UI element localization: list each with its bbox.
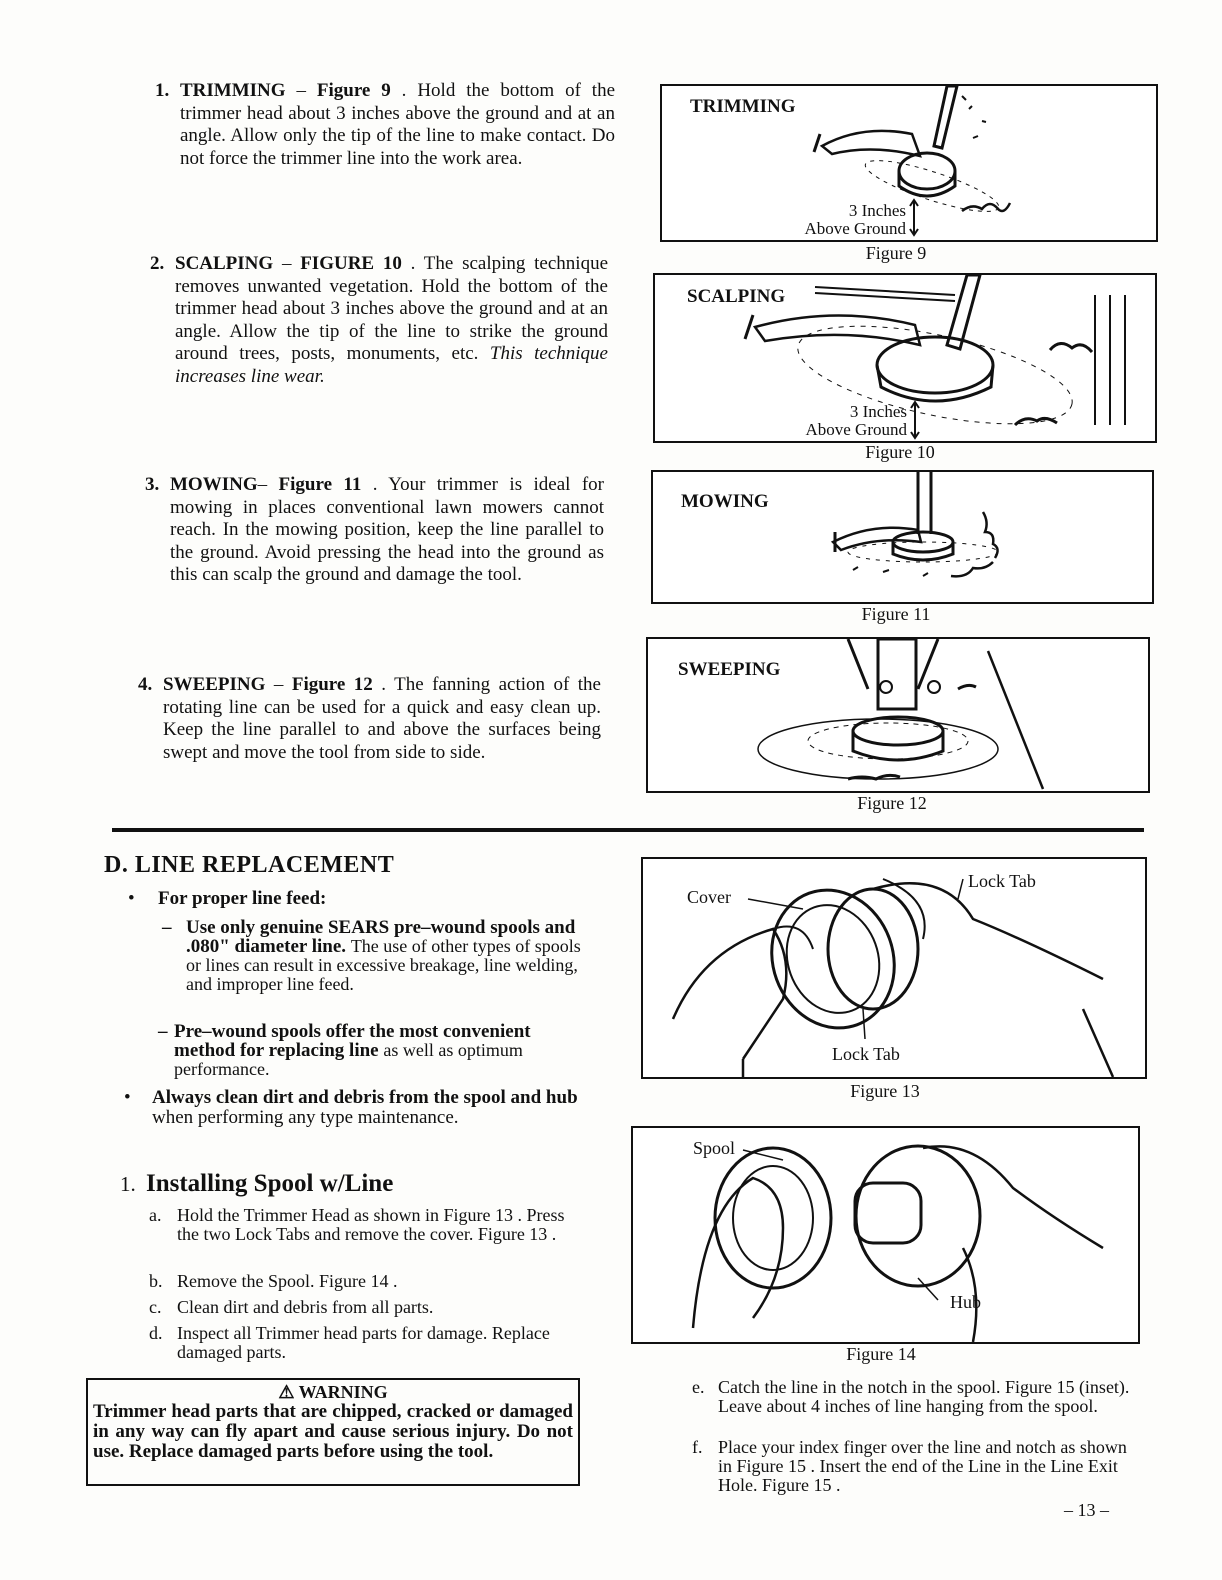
figure-label: SWEEPING [678, 659, 781, 680]
dash-icon: – [162, 917, 172, 938]
spool-and-hub-illustration [633, 1128, 1138, 1342]
step-title: SCALPING [175, 253, 274, 274]
label-cover: Cover [687, 887, 731, 907]
callout-height: 3 Inches Above Ground [804, 201, 906, 238]
label-hub: Hub [950, 1292, 981, 1312]
up-down-arrow-icon [662, 86, 1156, 240]
install-step-e: e. Catch the line in the notch in the spool. Figure 15 (inset). Leave about 4 inches of line hanging from the spool. [692, 1377, 1130, 1416]
step-figure-ref: Figure 12 [291, 674, 373, 695]
dash-prewound-spools: – Pre–wound spools offer the most convenient method for replacing line as well as optimum performance. [158, 1021, 531, 1079]
figure-13-caption: Figure 13 [850, 1081, 920, 1101]
up-down-arrow-icon [655, 275, 1155, 441]
figure-label: TRIMMING [690, 96, 796, 117]
figure-10-caption: Figure 10 [865, 442, 935, 462]
install-step-c: c. Clean dirt and debris from all parts. [149, 1297, 434, 1317]
figure-label: SCALPING [687, 286, 786, 307]
section-divider [112, 828, 1144, 832]
bullet-line-feed: • For proper line feed: [128, 888, 327, 909]
bullet-clean-spool: • Always clean dirt and debris from the spool and hub when performing any type maintenance. [124, 1087, 578, 1128]
figure-12-caption: Figure 12 [857, 793, 927, 813]
figure-11-illustration [651, 470, 1154, 604]
figure-13-illustration [641, 857, 1147, 1079]
step-number: 4. [138, 674, 153, 695]
step-figure-ref: FIGURE 10 [300, 253, 402, 274]
install-step-d: d. Inspect all Trimmer head parts for damage. Replace damaged parts. [149, 1323, 550, 1362]
bullet-icon: • [124, 1087, 131, 1108]
figure-11-caption: Figure 11 [861, 604, 931, 624]
warning-box [86, 1378, 580, 1486]
callout-height: 3 Inches Above Ground [805, 402, 907, 439]
install-step-f: f. Place your index finger over the line and notch as shown in Figure 15 . Insert the end of the Line in the Line Exit Hole. Figure 15 . [692, 1437, 1127, 1495]
figure-12-illustration [646, 637, 1150, 793]
step-text: The scalping technique removes unwanted vegetation. Hold the bottom of the trimmer head about 3 inches above the ground and at an angle. Allow the tip of the line to strike the ground around trees, posts, monuments, etc. [175, 253, 608, 364]
label-lock-tab-top: Lock Tab [968, 871, 1036, 891]
install-step-b: b. Remove the Spool. Figure 14 . [149, 1271, 398, 1291]
figure-10-illustration [653, 273, 1157, 443]
step-trimming: 1. TRIMMING – Figure 9 . Hold the bottom of the trimmer head about 3 inches above the ground and at an angle. Allow only the tip of the line to make contact. Do not force the trimmer line into the work area. [155, 80, 616, 169]
step-text: The fanning action of the rotating line can be used for a quick and easy clean up. Keep the line parallel to and above the surfaces being swept and move the tool from side to side. [163, 674, 601, 763]
warning-title: ⚠ WARNING [278, 1382, 388, 1402]
subsection-heading: 1. Installing Spool w/Line [120, 1170, 394, 1197]
figure-label: MOWING [681, 491, 769, 512]
section-heading: D. LINE REPLACEMENT [104, 852, 395, 878]
step-italic-note: This technique increases line wear. [175, 343, 608, 387]
figure-9-caption: Figure 9 [865, 243, 927, 263]
step-title: SWEEPING [163, 674, 266, 695]
figure-14-caption: Figure 14 [846, 1344, 916, 1364]
label-spool: Spool [693, 1138, 736, 1158]
step-figure-ref: Figure 11 [278, 474, 362, 495]
step-number: 3. [145, 474, 160, 495]
step-title: TRIMMING [180, 80, 286, 101]
step-text: Your trimmer is ideal for mowing in places conventional lawn mowers cannot reach. In the mowing position, keep the line parallel to the ground. Avoid pressing the head into the ground as this can scalp the ground and damage the tool. [170, 474, 604, 585]
figure-9-illustration [660, 84, 1158, 242]
install-step-a: a. Hold the Trimmer Head as shown in Figure 13 . Press the two Lock Tabs and remove the cover. Figure 13 . [149, 1205, 565, 1244]
step-mowing: 3. MOWING– Figure 11 . Your trimmer is ideal for mowing in places conventional lawn mowers cannot reach. In the mowing position, keep the line parallel to the ground. Avoid pressing the head into the ground as this can scalp the ground and damage the tool. [145, 474, 604, 585]
figure-14-illustration [631, 1126, 1140, 1344]
bullet-icon: • [128, 888, 135, 909]
label-lock-tab-bottom: Lock Tab [832, 1044, 900, 1064]
step-text: Hold the bottom of the trimmer head about 3 inches above the ground and at an angle. Allow only the tip of the line to make contact. Do not force the trimmer line into the work area. [180, 80, 616, 169]
dash-genuine-spools: – Use only genuine SEARS pre–wound spools and .080" diameter line. The use of other types of spools or lines can result in excessive breakage, line welding, and improper line feed. [162, 917, 581, 994]
step-number: 1. [155, 80, 170, 101]
step-figure-ref: Figure 9 [316, 80, 391, 101]
step-number: 2. [150, 253, 165, 274]
step-scalping: 2. SCALPING – FIGURE 10 . The scalping technique removes unwanted vegetation. Hold the bottom of the trimmer head about 3 inches above the ground and at an angle. Allow the tip of the line to strike the ground around trees, posts, monuments, etc. This technique increases line wear. [150, 253, 608, 387]
page-number: – 13 – [1064, 1500, 1109, 1520]
step-sweeping: 4. SWEEPING – Figure 12 . The fanning action of the rotating line can be used for a quick and easy clean up. Keep the line parallel to and above the surfaces being swept and move the tool from side to side. [138, 674, 601, 763]
dash-icon: – [158, 1021, 168, 1042]
step-title: MOWING [170, 474, 258, 495]
warning-text: Trimmer head parts that are chipped, cracked or damaged in any way can fly apart and cause serious injury. Do not use. Replace damaged parts before using the tool. [93, 1401, 573, 1462]
